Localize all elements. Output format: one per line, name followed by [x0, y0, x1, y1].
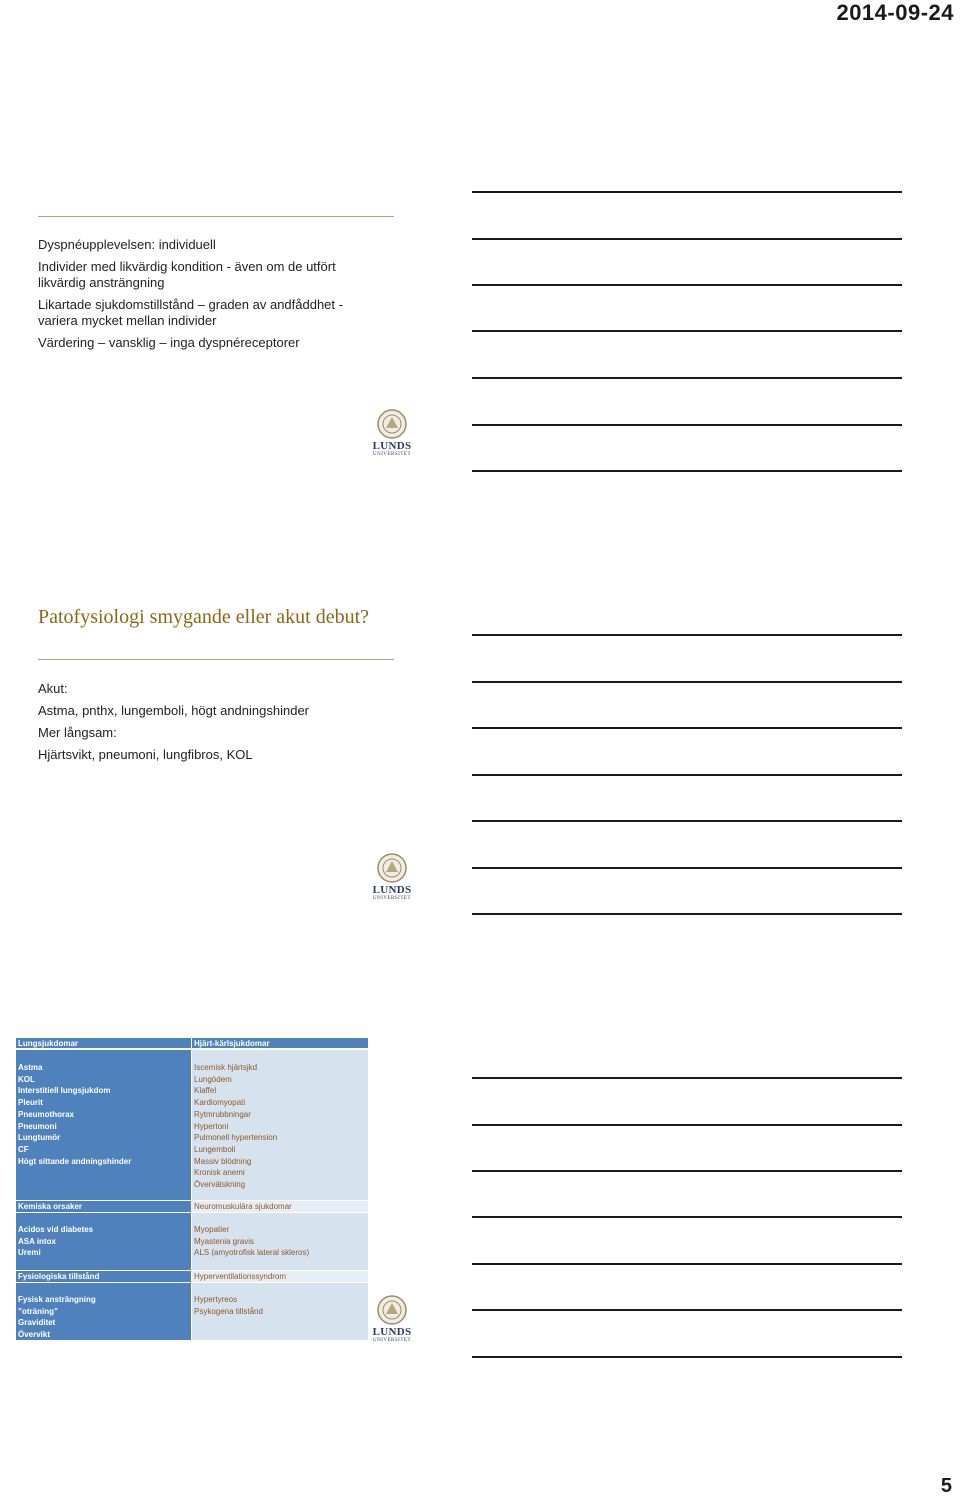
- table-item: Pneumoni: [18, 1121, 57, 1131]
- note-line: [472, 1124, 902, 1126]
- slide2-bullet: Hjärtsvikt, pneumoni, lungfibros, KOL: [38, 747, 253, 762]
- logo-sub: UNIVERSITET: [373, 1338, 411, 1343]
- seal-icon: [368, 408, 416, 440]
- table-item: Klaffel: [194, 1086, 217, 1096]
- table-header-left: Lungsjukdomar: [16, 1038, 191, 1048]
- table-section2-header-right: Neuromuskulära sjukdomar: [192, 1201, 368, 1212]
- table-section1-right: [192, 1050, 368, 1200]
- table-item: Hypertoni: [194, 1121, 229, 1131]
- table-item: Rytmrubbningar: [194, 1109, 251, 1119]
- table-section3-left: [16, 1283, 191, 1340]
- table-item: ASA intox: [18, 1236, 56, 1246]
- table-section3-header-right: Hyperventilationssyndrom: [192, 1271, 368, 1282]
- table-item: Uremi: [18, 1248, 41, 1258]
- slide1-bullets: [38, 237, 408, 357]
- table-item: Acidos vid diabetes: [18, 1225, 94, 1234]
- note-line: [472, 284, 902, 286]
- table-item: Pulmonell hypertension: [194, 1133, 278, 1143]
- note-line: [472, 191, 902, 193]
- note-line: [472, 913, 902, 915]
- table-item: Psykogena tillstånd: [194, 1306, 263, 1316]
- slide2-bullet: Astma, pnthx, lungemboli, högt andningshinder: [38, 703, 310, 718]
- table-item: Kardiomyopati: [194, 1098, 246, 1108]
- table-item: Högt sittande andningshinder: [18, 1156, 132, 1166]
- note-line: [472, 424, 902, 426]
- slide2-separator: [38, 659, 394, 660]
- table-section2-left: [16, 1213, 191, 1270]
- slide1-bullet: Dyspnéupplevelsen: individuell: [38, 237, 216, 252]
- slide2-bullet: Mer långsam:: [38, 725, 117, 740]
- logo-name: LUNDS: [372, 1326, 412, 1338]
- table-item: Interstitiell lungsjukdom: [18, 1086, 111, 1096]
- slide2-title: Patofysiologi smygande eller akut debut?: [38, 606, 370, 628]
- table-item: Massiv blödning: [194, 1156, 252, 1166]
- table-item: Lungemboli: [194, 1144, 236, 1154]
- table-item: KOL: [18, 1074, 35, 1084]
- slide1-bullet: Individer med likvärdig kondition - även om de utfört likvärdig ansträngning: [38, 259, 336, 290]
- table-item: Lungtumör: [18, 1133, 61, 1143]
- logo-name: LUNDS: [372, 440, 412, 452]
- slide2-bullets: [38, 681, 408, 769]
- logo-sub: UNIVERSITET: [373, 452, 411, 457]
- seal-icon: [368, 1294, 416, 1326]
- logo-sub: UNIVERSITET: [373, 896, 411, 901]
- table-section2-right: [192, 1213, 368, 1270]
- slide1-separator: [38, 216, 394, 217]
- seal-icon: [368, 852, 416, 884]
- note-line: [472, 681, 902, 683]
- table-item: Övervikt: [18, 1330, 51, 1340]
- table-item: CF: [18, 1144, 29, 1154]
- note-line: [472, 774, 902, 776]
- note-line: [472, 470, 902, 472]
- table-item: Astma: [18, 1063, 43, 1072]
- university-logo: [368, 852, 416, 904]
- note-line: [472, 1356, 902, 1358]
- table-item: Kronisk anemi: [194, 1168, 245, 1178]
- table-item: Pleurit: [18, 1098, 43, 1108]
- table-section3-right: [192, 1283, 368, 1340]
- university-logo: [368, 1294, 416, 1346]
- table-item: Myopatier: [194, 1225, 230, 1234]
- university-logo: [368, 408, 416, 460]
- table-header-right: Hjärt-kärlsjukdomar: [192, 1038, 368, 1048]
- table-item: Graviditet: [18, 1318, 56, 1328]
- table-item: Myastenia gravis: [194, 1236, 255, 1246]
- note-line: [472, 1077, 902, 1079]
- note-line: [472, 1263, 902, 1265]
- note-line: [472, 238, 902, 240]
- note-line: [472, 1216, 902, 1218]
- table-item: Iscemisk hjärtsjkd: [194, 1063, 258, 1072]
- slide2-bullet: Akut:: [38, 681, 68, 696]
- table-section3-header-left: Fysiologiska tillstånd: [16, 1271, 191, 1282]
- table-item: ALS (amyotrofisk lateral skleros): [194, 1248, 310, 1258]
- slide1-bullet: Likartade sjukdomstillstånd – graden av andfåddhet - variera mycket mellan individer: [38, 297, 343, 328]
- table-item: Lungödem: [194, 1074, 232, 1084]
- table-item: Pneumothorax: [18, 1109, 75, 1119]
- table-item: Övervätskning: [194, 1180, 246, 1190]
- table-item: ”oträning”: [18, 1306, 58, 1316]
- note-line: [472, 1309, 902, 1311]
- table-item: Hypertyreos: [194, 1295, 238, 1304]
- page-number: 5: [940, 1475, 952, 1497]
- logo-name: LUNDS: [372, 884, 412, 896]
- note-line: [472, 867, 902, 869]
- table-item: Fysisk ansträngning: [18, 1295, 96, 1304]
- note-line: [472, 330, 902, 332]
- table-section1-left: [16, 1050, 191, 1200]
- note-line: [472, 634, 902, 636]
- table-section2-header-left: Kemiska orsaker: [16, 1201, 191, 1212]
- note-line: [472, 727, 902, 729]
- note-line: [472, 820, 902, 822]
- note-line: [472, 1170, 902, 1172]
- page-date: 2014-09-24: [836, 0, 954, 25]
- slide1-bullet: Värdering – vansklig – inga dyspnéreceptorer: [38, 335, 300, 350]
- note-line: [472, 377, 902, 379]
